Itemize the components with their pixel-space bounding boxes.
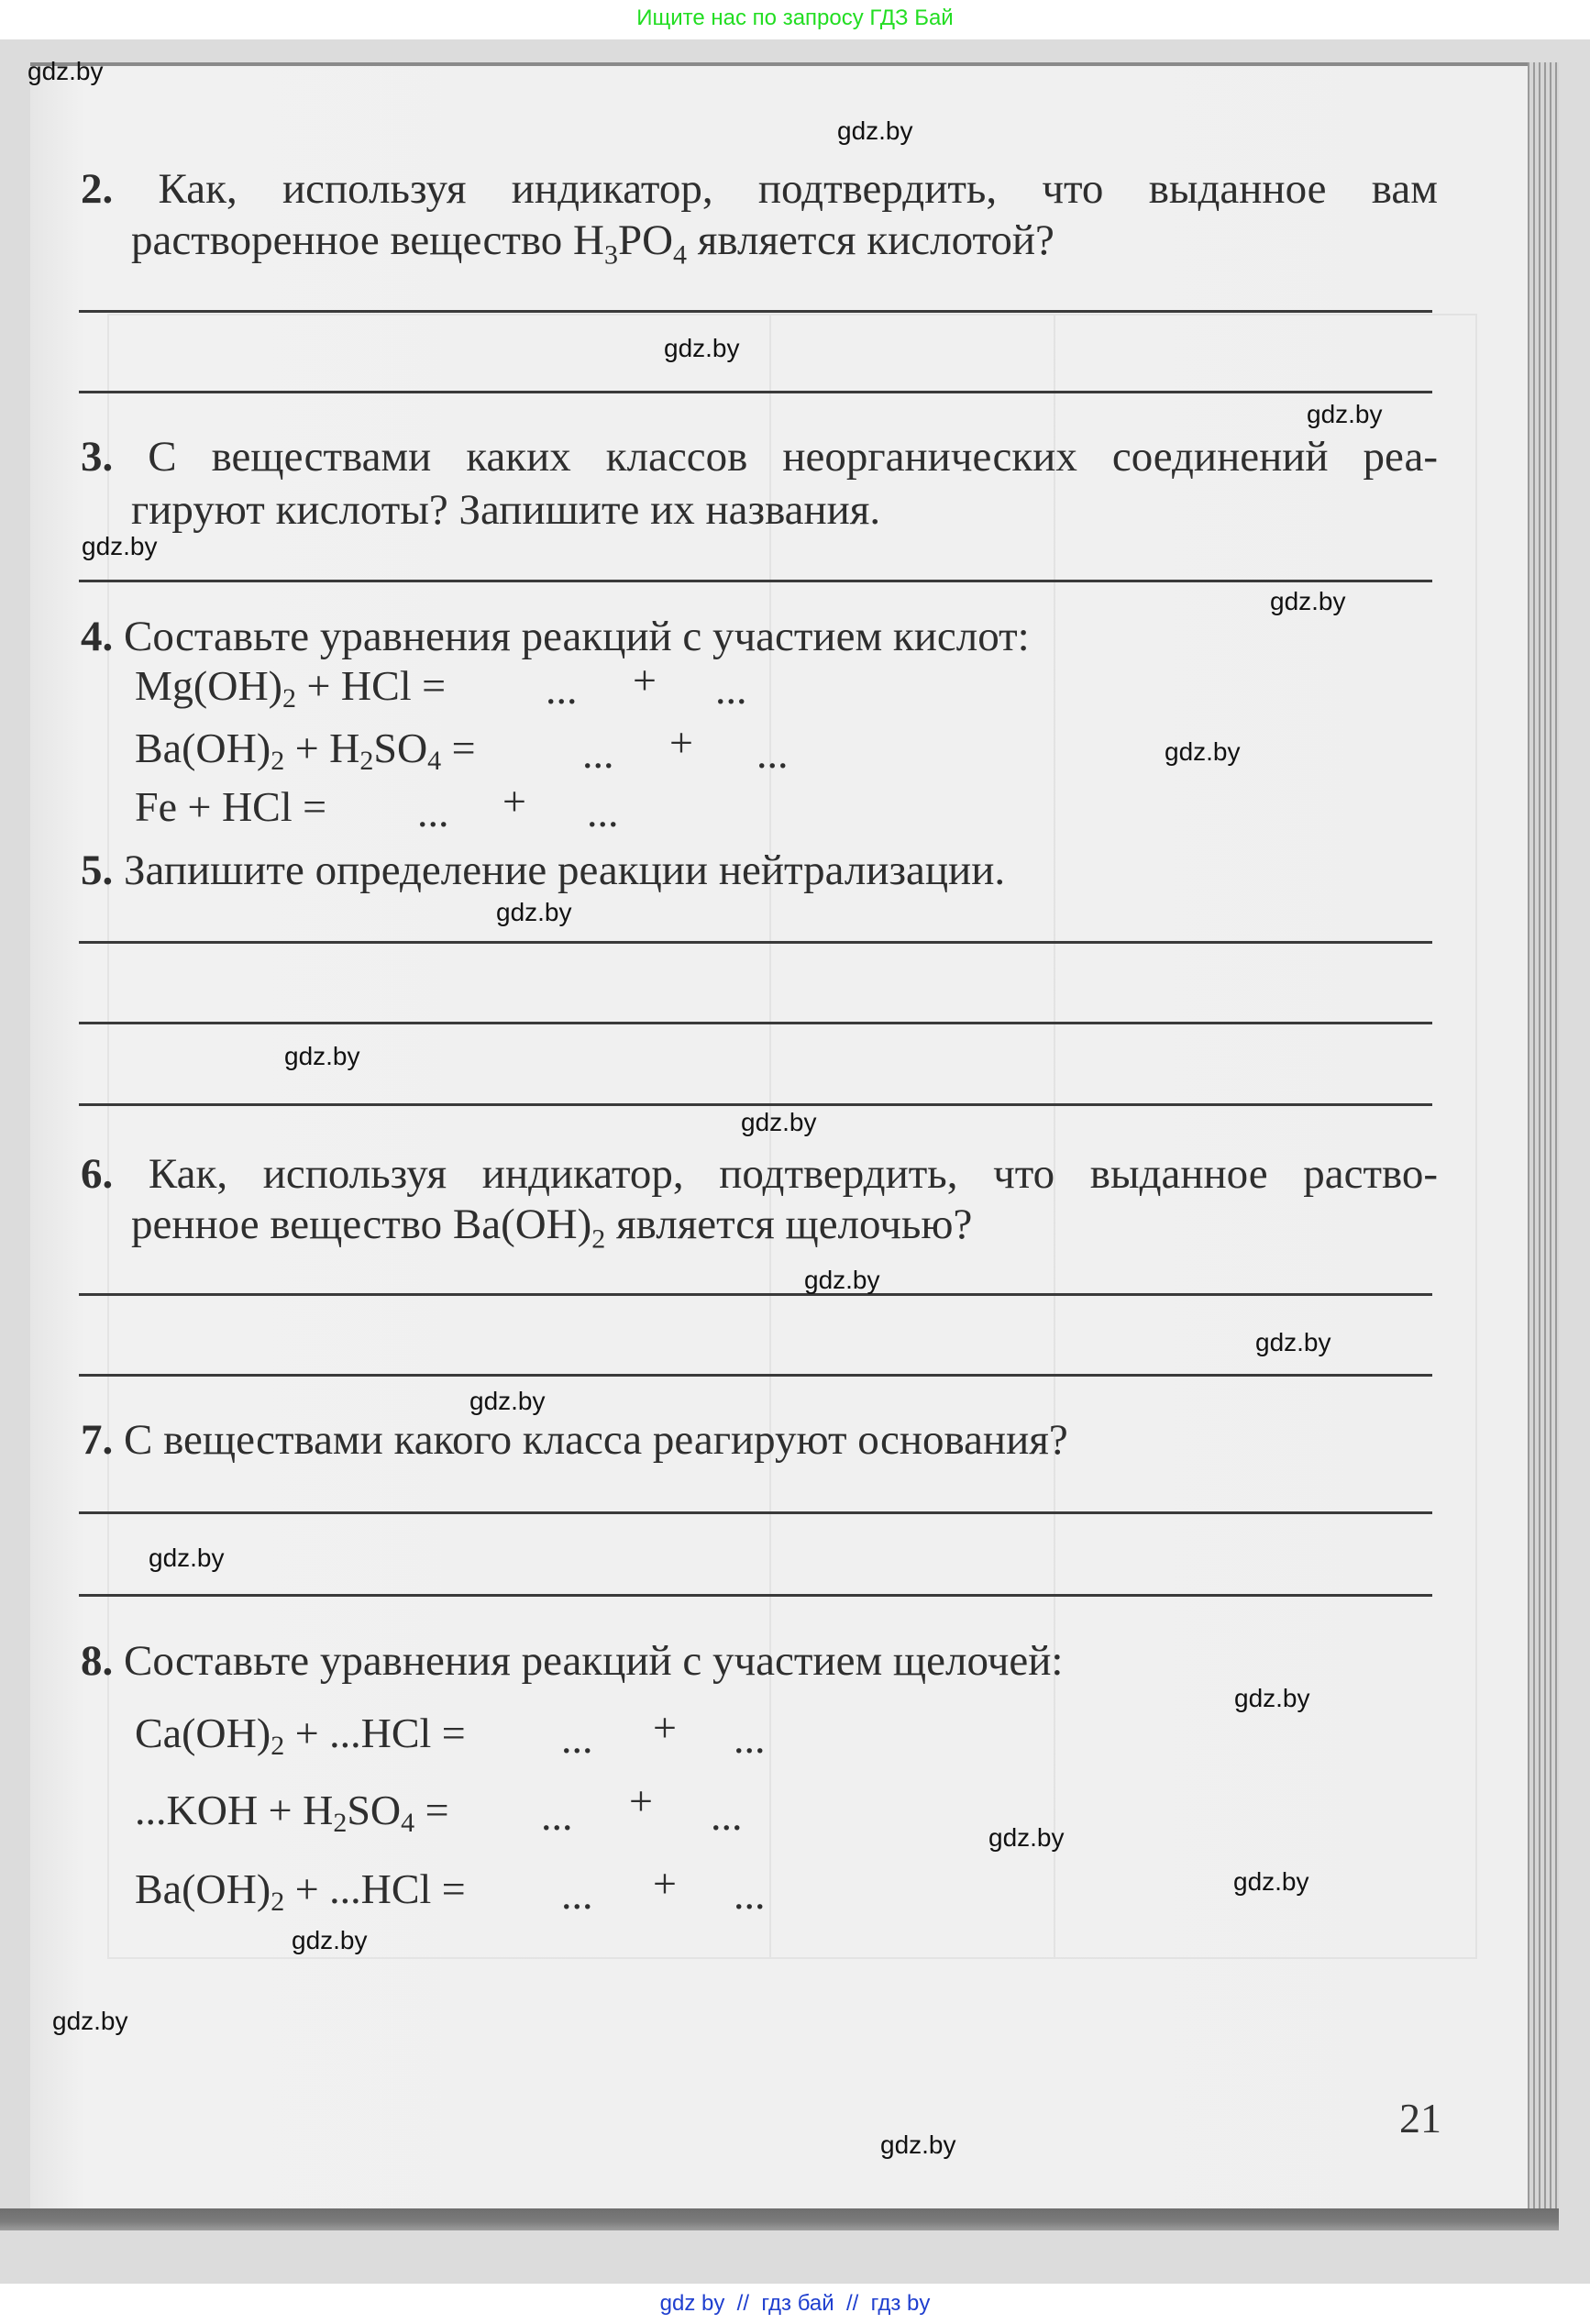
watermark: gdz.by [82,532,158,560]
equation-4-2-product-2[interactable]: ... [756,730,789,777]
question-3-line-2 [131,484,880,536]
watermark: gdz.by [837,116,913,145]
watermark: gdz.by [1307,400,1383,428]
watermark: gdz.by [284,1042,360,1070]
equation-4-2 [135,723,486,774]
equation-8-1-plus: + [653,1704,677,1751]
question-2-line-1 [81,163,1438,215]
equation-8-3 [135,1864,476,1915]
answer-line[interactable] [79,1374,1432,1377]
subscript: 2 [333,1808,348,1838]
equation-4-3-product-2[interactable]: ... [587,789,619,836]
equation-8-1 [135,1708,476,1759]
equation-8-2-product-2[interactable]: ... [711,1792,743,1839]
equation-lhs: + H [284,725,360,771]
equation-lhs: = [414,1787,460,1833]
question-8 [81,1635,1063,1687]
watermark: gdz.by [496,898,572,926]
watermark: gdz.by [52,2007,128,2035]
question-text: Как, используя индикатор, подтвердить, что выданное раство- [148,1150,1438,1198]
question-text: ренное вещество Ba(OH) [131,1201,592,1248]
answer-line[interactable] [79,1594,1432,1597]
footer-banner [0,2284,1590,2324]
watermark: gdz.by [1233,1867,1309,1896]
top-banner [0,0,1590,39]
answer-line[interactable] [79,1103,1432,1106]
watermark: gdz.by [741,1108,817,1136]
subscript: 2 [282,683,296,714]
answer-line[interactable] [79,310,1432,313]
top-banner-text: Ищите нас по запросу ГДЗ Бай [636,6,954,30]
question-3-line-1 [81,431,1438,482]
watermark: gdz.by [149,1544,225,1572]
equation-lhs: Ba(OH) [135,725,271,771]
question-4 [81,611,1030,662]
subscript: 2 [271,1731,285,1761]
answer-line[interactable] [79,1022,1432,1024]
equation-8-2-plus: + [629,1777,653,1824]
watermark: gdz.by [469,1387,546,1415]
equation-4-3-product-1[interactable]: ... [417,789,449,836]
equation-4-1 [135,660,457,712]
answer-line[interactable] [79,1511,1432,1514]
question-2-line-2 [131,215,1054,281]
question-text: растворенное вещество H [131,216,604,264]
equation-lhs: Ba(OH) [135,1865,271,1912]
watermark: gdz.by [1234,1684,1310,1712]
question-number: 2. [81,165,114,213]
footer-links-text[interactable]: gdz by // гдз бай // гдз by [659,2291,931,2316]
subscript: 4 [401,1808,415,1838]
watermark: gdz.by [292,1926,368,1954]
equation-lhs: = [441,725,487,771]
equation-4-3 [135,781,337,833]
subscript: 2 [271,746,285,776]
subscript: 3 [603,239,618,271]
equation-4-2-plus: + [669,719,693,766]
answer-line[interactable] [79,941,1432,944]
question-text: С веществами каких классов неорганических соединений реа- [148,433,1438,481]
question-text: С веществами какого класса реагируют основания? [124,1416,1068,1464]
watermark: gdz.by [1255,1328,1331,1356]
watermark: gdz.by [1165,737,1241,766]
question-number: 3. [81,433,114,481]
question-text: гируют кислоты? Запишите их названия. [131,486,881,534]
question-text: является кислотой? [687,216,1054,264]
subscript: 4 [427,746,442,776]
equation-lhs: Fe + HCl = [135,783,337,830]
equation-8-1-product-1[interactable]: ... [561,1715,593,1762]
subscript: 2 [359,746,374,776]
equation-8-3-plus: + [653,1860,677,1907]
equation-8-3-product-1[interactable]: ... [561,1871,593,1918]
equation-8-1-product-2[interactable]: ... [734,1715,766,1762]
question-text: Запишите определение реакции нейтрализации. [124,847,1006,894]
equation-4-1-plus: + [633,657,657,703]
equation-lhs: SO [347,1787,402,1833]
watermark: gdz.by [28,57,104,85]
page-number: 21 [1399,2095,1441,2141]
equation-4-1-product-2[interactable]: ... [715,666,747,713]
question-7 [81,1414,1068,1466]
watermark: gdz.by [1270,587,1346,615]
equation-4-2-product-1[interactable]: ... [582,730,614,777]
question-number: 7. [81,1416,114,1464]
equation-4-1-product-1[interactable]: ... [546,666,578,713]
question-number: 8. [81,1637,114,1685]
equation-8-2-product-1[interactable]: ... [541,1792,573,1839]
question-text: PO [617,216,674,264]
subscript: 2 [271,1887,285,1917]
ghost-column-divider [1054,315,1055,1957]
equation-lhs: + ...HCl = [284,1865,477,1912]
equation-lhs: + ...HCl = [284,1710,477,1756]
watermark: gdz.by [988,1823,1065,1852]
question-6-line-1 [81,1148,1438,1200]
answer-line[interactable] [79,580,1432,582]
equation-lhs: + HCl = [295,662,457,709]
equation-lhs: Ca(OH) [135,1710,271,1756]
page-edge-right [1528,62,1559,2222]
equation-4-3-plus: + [502,778,526,824]
page-edge-bottom [0,2208,1559,2230]
question-text: является щелочью? [605,1201,973,1248]
question-text: Составьте уравнения реакций с участием щелочей: [124,1637,1064,1685]
subscript: 2 [591,1223,606,1255]
watermark: gdz.by [664,334,740,362]
equation-8-2 [135,1785,459,1836]
question-number: 6. [81,1150,114,1198]
question-6-line-2 [131,1199,972,1265]
question-number: 4. [81,613,114,660]
watermark: gdz.by [804,1266,880,1294]
equation-8-3-product-2[interactable]: ... [734,1871,766,1918]
equation-lhs: ...KOH + H [135,1787,334,1833]
question-text: Как, используя индикатор, подтвердить, что выданное вам [158,165,1438,213]
equation-lhs: Mg(OH) [135,662,282,709]
equation-lhs: SO [373,725,428,771]
subscript: 4 [673,239,688,271]
answer-line[interactable] [79,391,1432,393]
question-number: 5. [81,847,114,894]
question-text: Составьте уравнения реакций с участием кислот: [124,613,1030,660]
watermark: gdz.by [880,2130,956,2159]
question-5 [81,845,1005,896]
answer-line[interactable] [79,1293,1432,1296]
